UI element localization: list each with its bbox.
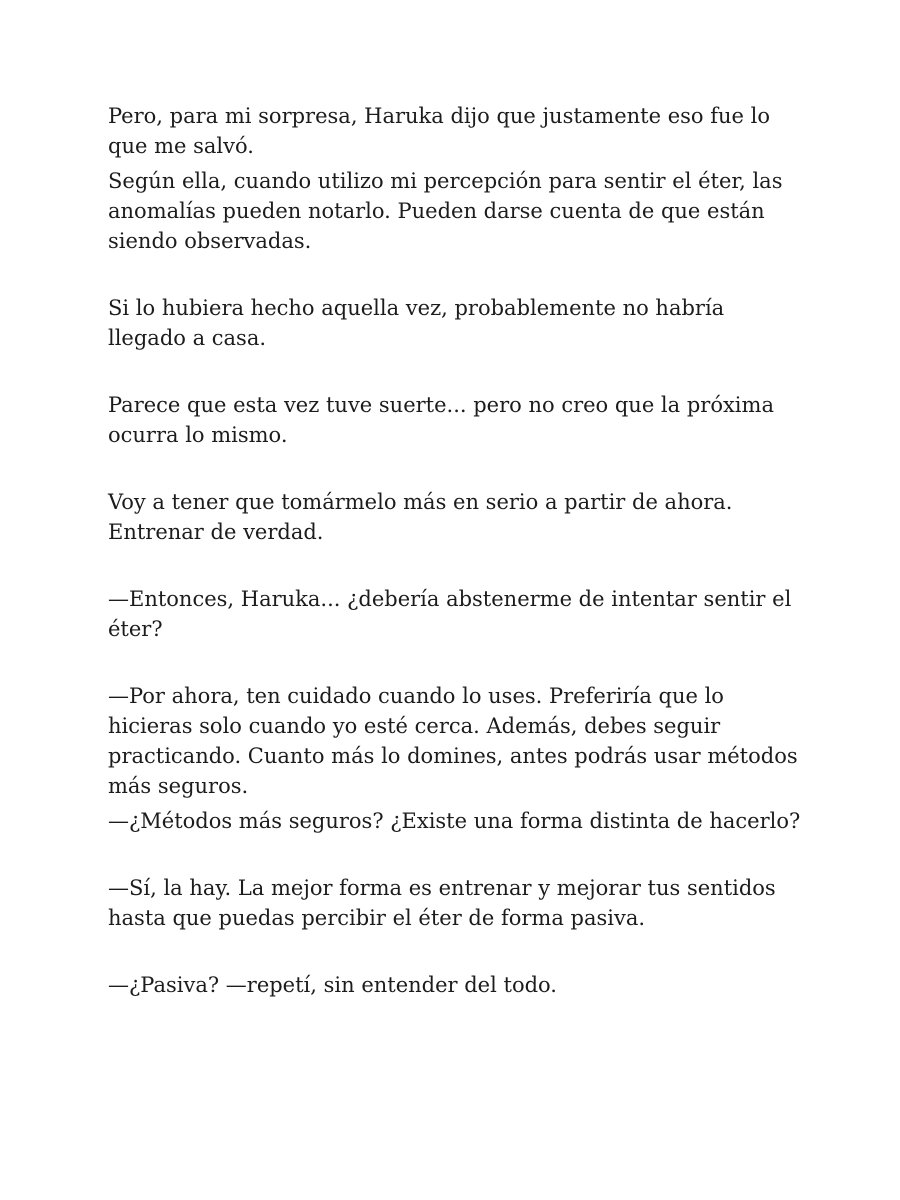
paragraph-2: Según ella, cuando utilizo mi percepción para sentir el éter, las anomalías pueden notarlo. Pueden darse cuenta de que están siendo observadas. — [108, 169, 783, 253]
text-body — [108, 101, 808, 1000]
paragraph-1: Pero, para mi sorpresa, Haruka dijo que justamente eso fue lo que me salvó. — [108, 104, 771, 158]
paragraph-8: —¿Métodos más seguros? ¿Existe una forma distinta de hacerlo? — [108, 809, 801, 833]
paragraph-6: —Entonces, Haruka... ¿debería abstenerme de intentar sentir el éter? — [108, 587, 792, 641]
paragraph-9: —Sí, la hay. La mejor forma es entrenar y mejorar tus sentidos hasta que puedas percibir el éter de forma pasiva. — [108, 876, 776, 930]
paragraph-7: —Por ahora, ten cuidado cuando lo uses. Preferiría que lo hicieras solo cuando yo esté cerca. Además, debes seguir practicando. Cuanto más lo domines, antes podrás usar métodos más seguros. — [108, 684, 798, 798]
paragraph-4: Parece que esta vez tuve suerte... pero no creo que la próxima ocurra lo mismo. — [108, 393, 774, 447]
paragraph-3: Si lo hubiera hecho aquella vez, probablemente no habría llegado a casa. — [108, 296, 725, 350]
paragraph-5: Voy a tener que tomármelo más en serio a partir de ahora. Entrenar de verdad. — [108, 490, 733, 544]
paragraph-10: —¿Pasiva? —repetí, sin entender del todo. — [108, 973, 557, 997]
